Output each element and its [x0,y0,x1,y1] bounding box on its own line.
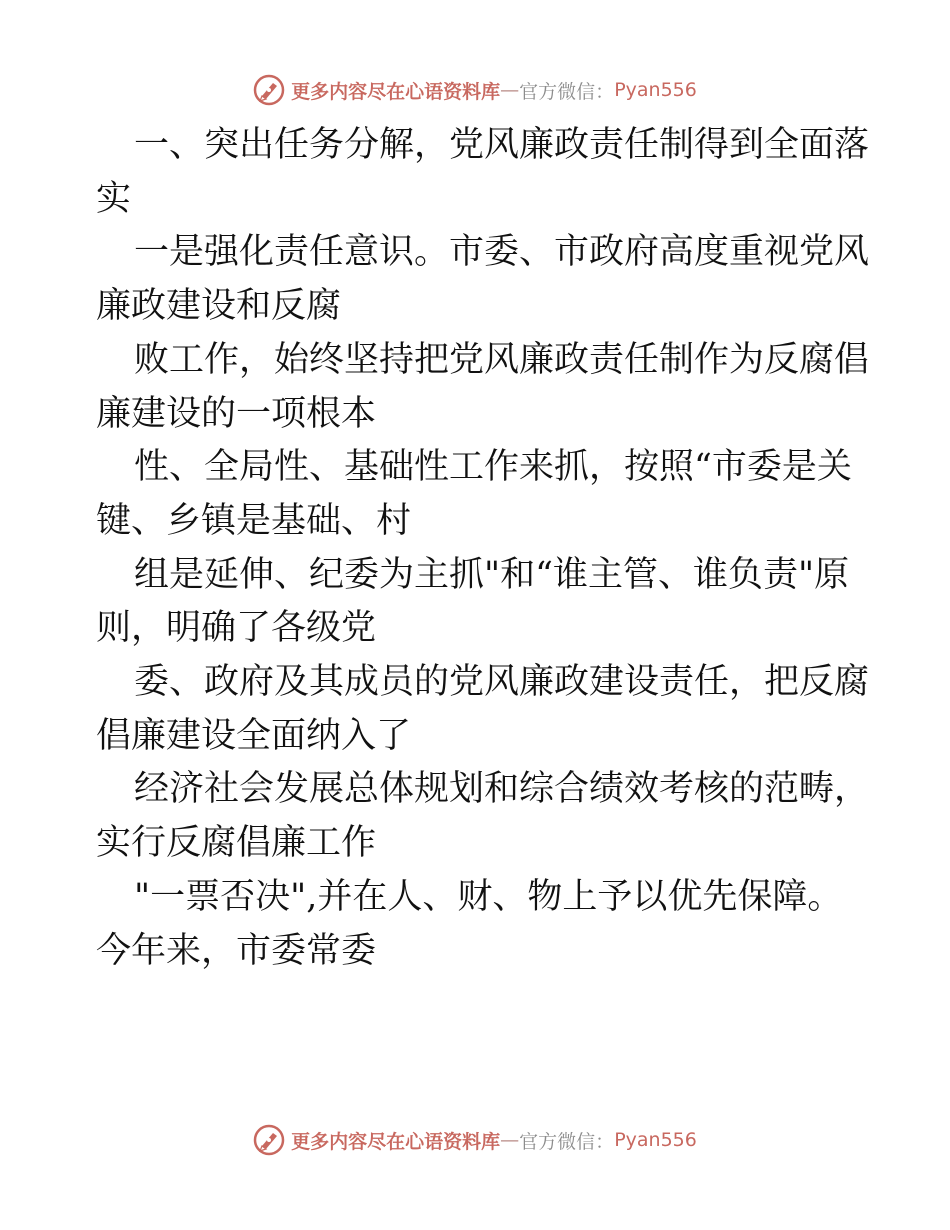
paragraph-line: 实 [96,178,132,219]
footer-wechat-label: 官方微信： [519,1130,615,1153]
paragraph [96,763,870,870]
paragraph-line: 组是延伸、纪委为主抓"和“谁主管、谁负责"原 [134,554,850,595]
paragraph [96,334,870,441]
paragraph-line: 一、突出任务分解，党风廉政责任制得到全面落 [134,125,870,165]
footer-site-name: 更多内容尽在心语资料库 [291,1130,501,1153]
document-body [96,119,870,978]
paragraph-line: 委、政府及其成员的党风廉政建设责任，把反腐 [134,662,870,703]
paragraph [96,441,856,548]
footer-watermark [0,1120,950,1160]
paragraph-line: 性、全局性、基础性工作来抓，按照“市委是关 [134,447,852,488]
header-wechat-id: Pyan556 [614,79,697,101]
pen-logo-icon [253,1124,285,1156]
paragraph-line: 败工作，始终坚持把党风廉政责任制作为反腐倡 [134,339,870,380]
header-site-name: 更多内容尽在心语资料库 [291,80,501,103]
paragraph-line: 则，明确了各级党 [96,608,377,649]
paragraph-line: 廉建设的一项根本 [96,393,377,434]
paragraph [96,549,856,656]
paragraph [96,119,870,226]
paragraph-line: 倡廉建设全面纳入了 [96,715,412,756]
footer-separator: — [500,1129,520,1151]
paragraph-line: "一票否决",并在人、财、物上予以优先保障。 [134,876,843,917]
pen-logo-icon [253,74,285,106]
paragraph [96,226,870,333]
paragraph [96,871,856,978]
paragraph-line: 今年来，市委常委 [96,930,377,971]
header-wechat-label: 官方微信： [519,80,615,103]
header-separator: — [500,79,520,101]
header-watermark [0,70,950,110]
paragraph-line: 键、乡镇是基础、村 [96,500,412,541]
footer-wechat-id: Pyan556 [614,1129,697,1151]
paragraph-line: 廉政建设和反腐 [96,286,342,327]
paragraph-line: 经济社会发展总体规划和综合绩效考核的范畴， [134,769,870,810]
paragraph-line: 一是强化责任意识。市委、市政府高度重视党风 [134,232,870,273]
paragraph [96,656,870,763]
paragraph-line: 实行反腐倡廉工作 [96,823,377,864]
